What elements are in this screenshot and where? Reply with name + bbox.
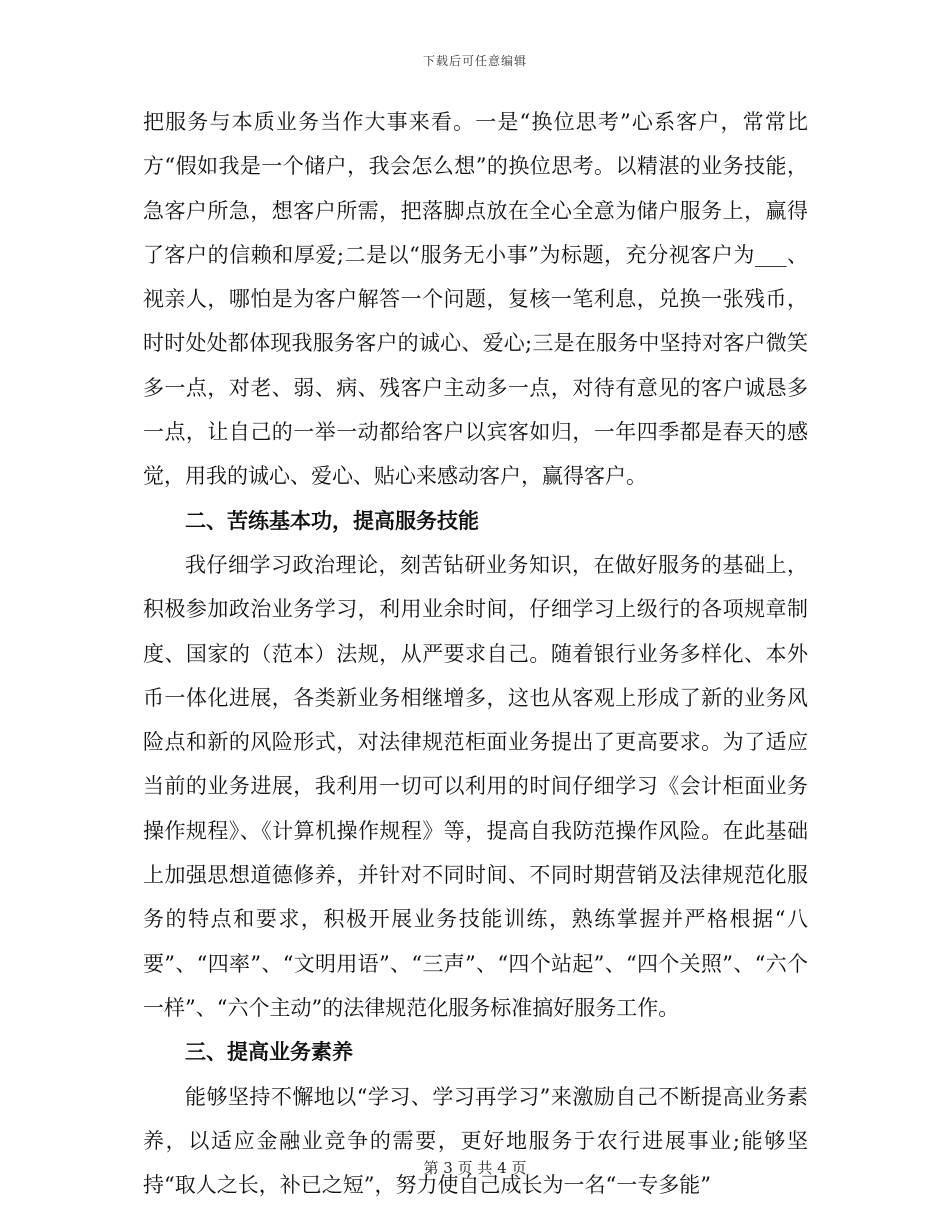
- document-body: [143, 100, 808, 1207]
- paragraph-quality: 能够坚持不懈地以“学习、学习再学习”来激励自己不断提高业务素养，以适应金融业竞争的需要，更好地服务于农行进展事业;能够坚持“取人之长，补已之短”，努力使自己成长为一名“一专多能”: [143, 1084, 808, 1198]
- page-footer: 第 3 页 共 4 页: [423, 1159, 527, 1177]
- paragraph-skills: 我仔细学习政治理论，刻苦钻研业务知识，在做好服务的基础上，积极参加政治业务学习，利用业余时间，仔细学习上级行的各项规章制度、国家的（范本）法规，从严要求自己。随着银行业务多样化、本外币一体化进展，各类新业务相继增多，这也从客观上形成了新的业务风险点和新的风险形式，对法律规范柜面业务提出了更高要求。为了适应当前的业务进展，我利用一切可以利用的时间仔细学习《会计柜面业务操作规程》、《计算机操作规程》等，提高自我防范操作风险。在此基础上加强思想道德修养，并针对不同时间、不同时期营销及法律规范化服务的特点和要求，积极开展业务技能训练，熟练掌握并严格根据“八要”、“四率”、“文明用语”、“三声”、“四个站起”、“四个关照”、“六个一样”、“六个主动”的法律规范化服务标准搞好服务工作。: [143, 552, 808, 1020]
- section-heading-quality: 三、提高业务素养: [185, 1040, 353, 1065]
- section-heading-skills: 二、苦练基本功，提高服务技能: [185, 508, 479, 533]
- paragraph-service: 把服务与本质业务当作大事来看。一是“换位思考”心系客户，常常比方“假如我是一个储户，我会怎么想”的换位思考。以精湛的业务技能，急客户所急，想客户所需，把落脚点放在全心全意为储户服务上，赢得了客户的信赖和厚爱;二是以“服务无小事”为标题，充分视客户为___、视亲人，哪怕是为客户解答一个问题，复核一笔利息，兑换一张残币，时时处处都体现我服务客户的诚心、爱心;三是在服务中坚持对客户微笑多一点，对老、弱、病、残客户主动多一点，对待有意见的客户诚恳多一点，让自己的一举一动都给客户以宾客如归，一年四季都是春天的感觉，用我的诚心、爱心、贴心来感动客户，赢得客户。: [143, 110, 808, 489]
- page-header: 下载后可任意编辑: [422, 54, 527, 68]
